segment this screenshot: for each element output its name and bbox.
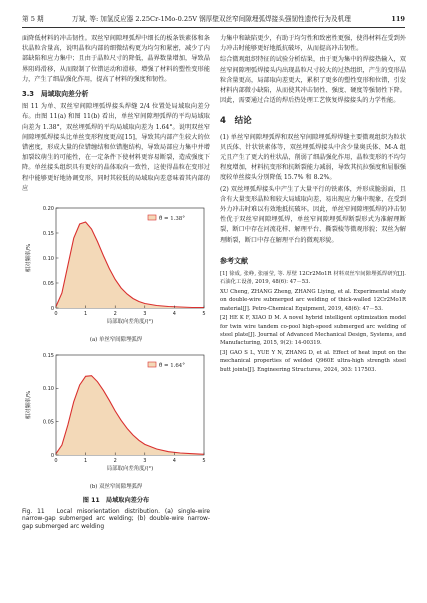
y-tick-label: 0.15 [42, 230, 54, 237]
conclusion-1: (1) 单丝窄间隙埋弧焊和双丝窄间隙埋弧焊焊缝主要微观组织为粒状贝氏体、针状铁素体等，双丝埋弧焊接头中含少量奥氏体、M-A 组元且产生了更大的柱状晶，削弱了细晶强化作用，晶粒变形的不均匀程度增加，材料抗变形和抗断裂能力减弱，导致其抗拉强度和屈服强度较单丝接头分别降低 15.7% 和 8.2%。 [220, 133, 406, 182]
reference-item: [3] GAO S L, YUE Y N, ZHANG D, et al. Effect of heat input on the mechanical properties of welded Q960E ultra-high strength steel butt joints[J]. Engineering Structures, 2024, 303: 117503. [220, 349, 406, 373]
references-heading: 参考文献 [220, 256, 248, 265]
figure-11 [22, 202, 210, 531]
x-tick-label: 4 [172, 458, 176, 465]
y-tick-label: 0 [50, 453, 54, 460]
x-tick-label: 3 [143, 458, 147, 465]
y-tick-label: 0.15 [42, 353, 54, 360]
x-axis-label: 局部取向差角度/(°) [106, 319, 154, 326]
y-tick-label: 0.20 [42, 205, 54, 212]
figure-caption-zh: 图 11 局域取向差分布 [82, 497, 150, 505]
subcaption-a: (a) 单丝窄间隙埋弧焊 [89, 337, 143, 344]
chart-a-svg [22, 202, 210, 334]
page-number: 119 [391, 15, 405, 23]
y-axis-label: 相对频率/% [26, 243, 32, 273]
running-title: 万斌, 等: 加氢反应器 2.25Cr-1Mo-0.25V 钢厚壁双丝窄间隙埋弧焊接头强韧性遗传行为及机理 [72, 15, 351, 23]
paragraph: 力集中和缺陷更少，有助于均匀性和致密性更强，使得材料在受到外力冲击时能够更好地抵抗破坏，从而提高冲击韧性。 [220, 35, 406, 53]
x-tick-label: 2 [113, 458, 117, 465]
y-tick-label: 0.05 [42, 419, 54, 426]
section-heading-3-3: 3.3 局域取向差分析 [22, 90, 89, 99]
running-header [22, 13, 405, 28]
section-heading-4: 4 结论 [220, 116, 252, 127]
subcaption-b: (b) 双丝窄间隙埋弧焊 [89, 484, 143, 491]
legend-label: θ̄ = 1.38° [159, 216, 185, 223]
y-axis-label: 相对频率/% [26, 390, 32, 420]
paragraph: 综合微观组织特征的试验分析结果，由于更为集中的焊接热输入，双丝窄间隙埋弧焊接头内出现晶粒尺寸较大的过热组织，产生的变形晶粒含量更高，局部取向差更大，累积了更多的塑性变形和位错，引发材料内部微小缺陷，从而使其冲击韧性、强度、硬度等强韧性下降。因此，需要通过合适的焊后热处理工艺恢复焊接接头的力学性能。 [220, 56, 406, 105]
chart-b [22, 349, 210, 481]
issue-label: 第 5 期 [22, 15, 44, 23]
paragraph: 面降低材料的冲击韧性。双丝窄间隙埋弧焊中细长的板条铁素体和条状晶粒含量高，说明晶粒内部的细微结构更为均匀和紧密，减少了内部缺陷和应力集中；且由于晶粒尺寸的降低，晶界数量增加，导致晶界阻碍滑移，从而限制了位错运动和滑移，增强了材料的塑性变形能力，产生了细晶强化作用，提高了材料的强度和韧性。 [22, 35, 210, 83]
x-tick-label: 0 [54, 311, 58, 318]
left-column [22, 34, 210, 532]
x-tick-label: 3 [143, 311, 147, 318]
x-tick-label: 4 [172, 311, 176, 318]
reference-item: [1] 徐成, 张峥, 张丽莹, 等. 厚壁 12Cr2Mo1R 材料双丝窄间隙埋弧焊研究[J]. 石油化工设备, 2019, 48(6): 47－53. [220, 271, 406, 286]
y-tick-label: 0.05 [42, 280, 54, 287]
legend-label: θ̄ = 1.64° [159, 363, 185, 370]
area-fill [56, 222, 204, 308]
reference-item: [2] HE K F, XIAO D M. A novel hybrid intelligent optimization model for twin wire tandem co-pool high-speed submerged arc welding of steel plate[J]. Journal of Advanced Mechanical Design, Systems, and Manufacturing, 2015, 9(2): 14-00319. [220, 315, 406, 347]
x-axis-label: 局部取向差角度/(°) [106, 466, 154, 473]
x-tick-label: 1 [84, 458, 88, 465]
conclusion-2: (2) 双丝埋弧焊接头中产生了大量平行的铁素体，并形成脆弱面，且含有大量变形晶粒和较大局域取向差，易出现应力集中现象，在受到外力冲击时难以有效地抵抗破坏。因此，单丝窄间隙埋弧焊的冲击韧性优于双丝窄间隙埋弧焊，单丝窄间隙埋弧焊断裂形式为准解理断裂，断口中存在河流花样、解理平台、撕裂棱等微观形貌；双丝为解理断裂，断口中存在解理平台的微观形貌。 [220, 185, 406, 244]
y-tick-label: 0.10 [42, 386, 54, 393]
figure-caption-en: Fig. 11 Local misorientation distribution. (a) single-wire narrow-gap submerged arc welding; (b) double-wire narrow-gap submerged arc welding [22, 508, 210, 530]
x-tick-label: 5 [202, 458, 206, 465]
paragraph: 图 11 为单、双丝窄间隙埋弧焊接头焊缝 2/4 位置处局域取向差分布。由图 11(a) 和图 11(b) 看出，单丝窄间隙埋弧焊的平均局域取向差为 1.38°，双丝埋弧焊的平均局域取向差为 1.64°。说明双丝窄间隙埋弧焊接头比单丝变形程度更高[15]，导致其内部产生较大的位错密度，形成大量的位错缠结和位错胞结构，导致局部应力集中并增加裂纹萌生的可能性，在一定条件下使材料更容易断裂，造成强度下降。单丝接头组织具有更好的晶体取向一致性，这使得晶粒在变形过程中能够更好地协调变形，同时其较低的局域取向差意味着其内部的应 [22, 103, 210, 192]
chart-a [22, 202, 210, 334]
chart-b-svg [22, 349, 210, 481]
x-tick-label: 2 [113, 311, 117, 318]
right-column [220, 34, 406, 375]
legend-swatch [148, 215, 156, 220]
legend-swatch [148, 362, 156, 367]
reference-item: XU Cheng, ZHANG Zheng, ZHANG Liying, et al. Experimental study on double-wire submerged arc welding of thick-walled 12Cr2Mo1R material[J]. Petro-Chemical Equipment, 2019, 48(6): 47－53. [220, 288, 406, 312]
y-tick-label: 0.10 [42, 255, 54, 262]
x-tick-label: 5 [202, 311, 206, 318]
x-tick-label: 0 [54, 458, 58, 465]
x-tick-label: 1 [84, 311, 88, 318]
y-tick-label: 0 [50, 305, 54, 312]
